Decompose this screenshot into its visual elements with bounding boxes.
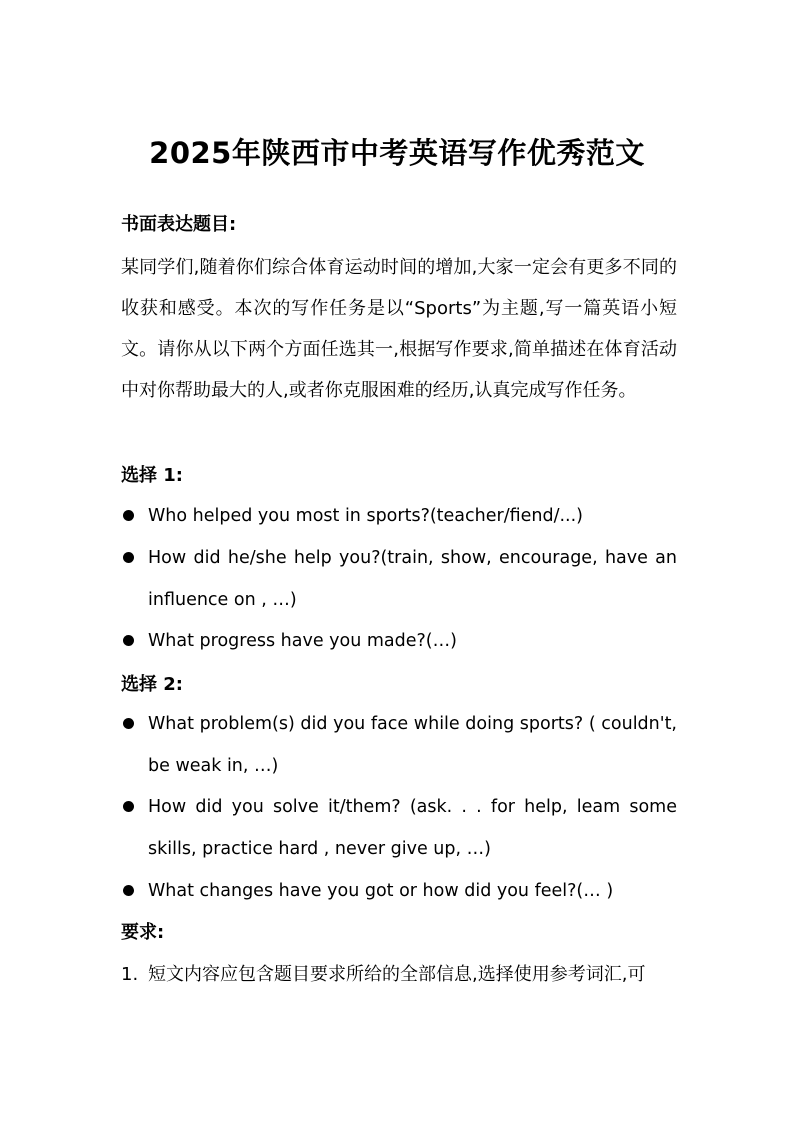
bullet-dot-icon <box>123 552 134 563</box>
prompt-text: 某同学们,随着你们综合体育运动时间的增加,大家一定会有更多不同的收获和感受。本次的写作任务是以“Sports”为主题,写一篇英语小短文。请你从以下两个方面任选其一,根据写作要求,简单描述在体育活动中对你帮助最大的人,或者你克服困难的经历,认真完成写作任务。 <box>121 257 677 401</box>
bullet-text: What problem(s) did you face while doing sports? ( couldn't, be weak in, …) <box>148 714 677 776</box>
bullet-dot-icon <box>123 635 134 646</box>
choice2-bullet <box>121 786 677 870</box>
bullet-text: What progress have you made?(…) <box>148 631 457 651</box>
requirement-text: 短文内容应包含题目要求所给的全部信息,选择使用参考词汇,可 <box>148 964 646 985</box>
bullet-text: Who helped you most in sports?(teacher/fiend/...) <box>148 506 584 526</box>
bullet-dot-icon <box>123 510 134 521</box>
choice2-heading: 选择 2: <box>121 674 183 695</box>
bullet-dot-icon <box>123 718 134 729</box>
choice2-bullet <box>121 703 677 787</box>
bullet-text: How did he/she help you?(train, show, encourage, have an influence on , …) <box>148 548 677 610</box>
bullet-text: What changes have you got or how did you feel?(… ) <box>148 881 614 901</box>
choice1-bullet <box>121 620 677 662</box>
document-title: 2025年陕西市中考英语写作优秀范文 <box>149 136 645 170</box>
choice1-bullet <box>121 537 677 621</box>
bullet-dot-icon <box>123 885 134 896</box>
choice1-heading: 选择 1: <box>121 465 183 486</box>
bullet-dot-icon <box>123 801 134 812</box>
requirement-item <box>121 962 677 988</box>
prompt-heading: 书面表达题目: <box>121 214 237 235</box>
bullet-text: How did you solve it/them? (ask. . . for help, leam some skills, practice hard , never give up, …) <box>148 797 677 859</box>
requirement-number: 1. <box>121 964 139 985</box>
choice1-bullet <box>121 495 677 537</box>
choice2-bullet <box>121 870 677 912</box>
requirements-heading: 要求: <box>121 922 165 943</box>
